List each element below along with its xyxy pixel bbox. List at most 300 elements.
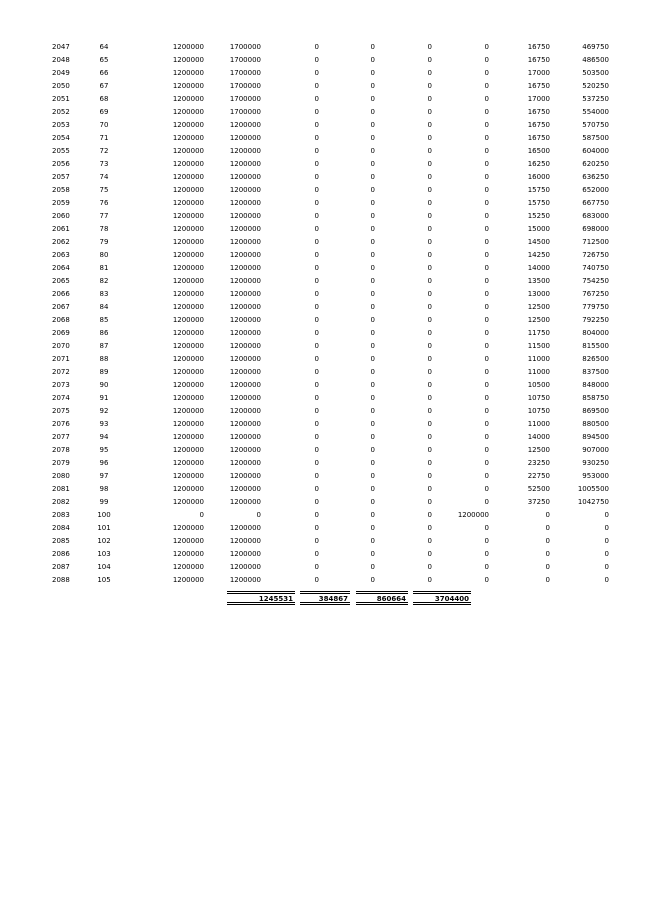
table-row	[52, 548, 609, 561]
table-cell: 0	[427, 420, 432, 428]
table-cell: 69	[99, 108, 109, 116]
table-cell: 16250	[527, 160, 550, 168]
table-cell: 12500	[527, 316, 550, 324]
table-cell: 0	[370, 407, 375, 415]
table-row	[52, 418, 609, 431]
table-cell: 100	[97, 511, 111, 519]
table-cell: 81	[99, 264, 109, 272]
table-cell: 0	[314, 342, 319, 350]
table-cell: 1700000	[229, 108, 261, 116]
table-cell: 0	[314, 225, 319, 233]
table-cell: 0	[484, 290, 489, 298]
table-row	[52, 522, 609, 535]
table-cell: 1200000	[172, 563, 204, 571]
table-cell: 0	[484, 173, 489, 181]
table-cell: 1200000	[172, 69, 204, 77]
table-cell: 0	[427, 56, 432, 64]
total-column-6	[300, 591, 350, 605]
table-cell: 894500	[582, 433, 609, 441]
table-cell: 70	[99, 121, 109, 129]
table-cell: 1200000	[172, 238, 204, 246]
table-cell: 0	[314, 134, 319, 142]
table-cell: 11750	[527, 329, 550, 337]
table-cell: 0	[427, 524, 432, 532]
table-row	[52, 93, 609, 106]
table-cell: 16500	[527, 147, 550, 155]
table-cell: 1200000	[172, 108, 204, 116]
table-row	[52, 470, 609, 483]
table-cell: 0	[427, 459, 432, 467]
table-cell: 88	[99, 355, 109, 363]
table-cell: 0	[314, 121, 319, 129]
table-cell: 486500	[582, 56, 609, 64]
table-cell: 1200000	[172, 316, 204, 324]
table-cell: 2085	[52, 537, 70, 545]
table-cell: 1200000	[172, 524, 204, 532]
table-row	[52, 444, 609, 457]
table-cell: 73	[99, 160, 109, 168]
table-cell: 0	[427, 186, 432, 194]
table-cell: 98	[99, 485, 109, 493]
table-row	[52, 574, 609, 587]
table-cell: 1200000	[229, 147, 261, 155]
table-cell: 0	[370, 472, 375, 480]
table-cell: 11000	[527, 420, 550, 428]
table-cell: 82	[99, 277, 109, 285]
table-cell: 2047	[52, 43, 70, 51]
table-cell: 0	[314, 95, 319, 103]
table-cell: 0	[484, 459, 489, 467]
table-cell: 0	[545, 576, 550, 584]
table-cell: 2060	[52, 212, 70, 220]
table-cell: 0	[314, 303, 319, 311]
table-cell: 2062	[52, 238, 70, 246]
double-rule-bottom	[300, 602, 350, 605]
table-cell: 1200000	[229, 277, 261, 285]
table-cell: 0	[427, 316, 432, 324]
table-cell: 2055	[52, 147, 70, 155]
table-row	[52, 119, 609, 132]
table-cell: 67	[99, 82, 109, 90]
table-cell: 0	[427, 485, 432, 493]
table-cell: 1200000	[457, 511, 489, 519]
double-rule-bottom	[356, 602, 408, 605]
table-row	[52, 288, 609, 301]
table-row	[52, 223, 609, 236]
table-cell: 65	[99, 56, 109, 64]
table-row	[52, 184, 609, 197]
table-cell: 880500	[582, 420, 609, 428]
table-cell: 80	[99, 251, 109, 259]
table-cell: 0	[427, 160, 432, 168]
table-cell: 1200000	[172, 134, 204, 142]
table-cell: 0	[370, 56, 375, 64]
table-cell: 91	[99, 394, 109, 402]
table-cell: 587500	[582, 134, 609, 142]
table-cell: 1200000	[172, 199, 204, 207]
table-cell: 1200000	[229, 290, 261, 298]
table-cell: 1200000	[172, 56, 204, 64]
table-cell: 869500	[582, 407, 609, 415]
table-cell: 2083	[52, 511, 70, 519]
table-cell: 0	[604, 550, 609, 558]
table-cell: 0	[314, 173, 319, 181]
table-cell: 0	[370, 511, 375, 519]
table-cell: 930250	[582, 459, 609, 467]
table-cell: 1200000	[229, 576, 261, 584]
table-cell: 0	[427, 121, 432, 129]
table-cell: 0	[370, 212, 375, 220]
table-cell: 0	[484, 43, 489, 51]
table-cell: 2053	[52, 121, 70, 129]
table-cell: 0	[314, 329, 319, 337]
table-cell: 10750	[527, 407, 550, 415]
table-cell: 0	[370, 446, 375, 454]
table-cell: 652000	[582, 186, 609, 194]
table-row	[52, 249, 609, 262]
table-cell: 37250	[527, 498, 550, 506]
table-cell: 1200000	[229, 329, 261, 337]
table-cell: 0	[545, 537, 550, 545]
table-cell: 17000	[527, 69, 550, 77]
table-cell: 0	[427, 82, 432, 90]
table-cell: 2074	[52, 394, 70, 402]
table-row	[52, 171, 609, 184]
table-cell: 2057	[52, 173, 70, 181]
table-cell: 0	[370, 108, 375, 116]
table-cell: 0	[484, 407, 489, 415]
table-row	[52, 301, 609, 314]
table-cell: 0	[314, 446, 319, 454]
table-cell: 1200000	[229, 212, 261, 220]
table-cell: 0	[314, 316, 319, 324]
table-cell: 0	[427, 225, 432, 233]
table-cell: 0	[314, 433, 319, 441]
table-cell: 1200000	[172, 160, 204, 168]
table-cell: 2076	[52, 420, 70, 428]
table-cell: 16750	[527, 121, 550, 129]
table-cell: 1200000	[172, 472, 204, 480]
table-cell: 1200000	[172, 355, 204, 363]
table-cell: 683000	[582, 212, 609, 220]
table-cell: 87	[99, 342, 109, 350]
table-cell: 0	[427, 511, 432, 519]
table-cell: 1042750	[577, 498, 609, 506]
table-cell: 68	[99, 95, 109, 103]
table-cell: 74	[99, 173, 109, 181]
table-cell: 0	[427, 199, 432, 207]
table-cell: 726750	[582, 251, 609, 259]
table-cell: 85	[99, 316, 109, 324]
table-cell: 1200000	[172, 277, 204, 285]
table-cell: 0	[545, 550, 550, 558]
table-cell: 0	[427, 394, 432, 402]
table-cell: 0	[427, 563, 432, 571]
table-cell: 2063	[52, 251, 70, 259]
table-cell: 86	[99, 329, 109, 337]
table-cell: 2069	[52, 329, 70, 337]
table-cell: 0	[484, 56, 489, 64]
table-cell: 1200000	[172, 290, 204, 298]
table-cell: 0	[427, 576, 432, 584]
table-cell: 75	[99, 186, 109, 194]
table-cell: 15750	[527, 199, 550, 207]
table-cell: 0	[484, 446, 489, 454]
table-cell: 0	[604, 576, 609, 584]
table-cell: 0	[370, 537, 375, 545]
table-cell: 2048	[52, 56, 70, 64]
table-cell: 0	[545, 511, 550, 519]
total-column-5	[227, 591, 295, 605]
table-cell: 0	[484, 251, 489, 259]
table-cell: 2073	[52, 381, 70, 389]
table-cell: 1200000	[172, 43, 204, 51]
table-cell: 520250	[582, 82, 609, 90]
table-cell: 0	[370, 485, 375, 493]
table-cell: 0	[484, 238, 489, 246]
table-cell: 0	[484, 368, 489, 376]
table-row	[52, 379, 609, 392]
table-cell: 0	[314, 186, 319, 194]
table-cell: 1200000	[229, 498, 261, 506]
table-cell: 0	[370, 69, 375, 77]
total-value: 3704400	[434, 595, 469, 603]
table-cell: 1200000	[229, 264, 261, 272]
table-cell: 2072	[52, 368, 70, 376]
table-cell: 1200000	[172, 173, 204, 181]
table-cell: 0	[314, 459, 319, 467]
table-cell: 0	[370, 290, 375, 298]
table-cell: 0	[370, 394, 375, 402]
table-cell: 1200000	[229, 186, 261, 194]
table-cell: 0	[314, 160, 319, 168]
table-cell: 2056	[52, 160, 70, 168]
table-cell: 0	[484, 329, 489, 337]
table-cell: 1200000	[229, 251, 261, 259]
table-cell: 0	[484, 342, 489, 350]
table-cell: 76	[99, 199, 109, 207]
table-cell: 1200000	[229, 342, 261, 350]
table-cell: 66	[99, 69, 109, 77]
table-cell: 0	[427, 69, 432, 77]
table-cell: 1700000	[229, 69, 261, 77]
table-cell: 11500	[527, 342, 550, 350]
table-row	[52, 353, 609, 366]
table-cell: 0	[314, 277, 319, 285]
table-cell: 0	[314, 407, 319, 415]
table-cell: 92	[99, 407, 109, 415]
table-cell: 1200000	[172, 537, 204, 545]
table-cell: 1200000	[172, 433, 204, 441]
table-cell: 0	[484, 394, 489, 402]
table-cell: 0	[484, 433, 489, 441]
table-row	[52, 509, 609, 522]
double-rule-bottom	[227, 602, 295, 605]
table-cell: 0	[314, 381, 319, 389]
table-cell: 0	[370, 186, 375, 194]
table-cell: 1200000	[172, 550, 204, 558]
table-cell: 71	[99, 134, 109, 142]
table-cell: 636250	[582, 173, 609, 181]
table-cell: 2071	[52, 355, 70, 363]
table-cell: 0	[604, 537, 609, 545]
table-cell: 1200000	[229, 121, 261, 129]
table-cell: 0	[314, 563, 319, 571]
table-cell: 1200000	[172, 446, 204, 454]
table-cell: 72	[99, 147, 109, 155]
table-cell: 0	[427, 43, 432, 51]
table-cell: 0	[484, 199, 489, 207]
table-cell: 0	[604, 524, 609, 532]
table-cell: 2068	[52, 316, 70, 324]
table-cell: 0	[427, 329, 432, 337]
table-cell: 2082	[52, 498, 70, 506]
table-cell: 0	[484, 537, 489, 545]
table-cell: 0	[314, 498, 319, 506]
table-row	[52, 496, 609, 509]
table-cell: 0	[370, 576, 375, 584]
table-row	[52, 405, 609, 418]
table-cell: 1200000	[172, 121, 204, 129]
table-cell: 2066	[52, 290, 70, 298]
table-cell: 2079	[52, 459, 70, 467]
table-cell: 2077	[52, 433, 70, 441]
table-cell: 0	[370, 524, 375, 532]
table-cell: 13500	[527, 277, 550, 285]
table-cell: 0	[427, 446, 432, 454]
table-cell: 0	[484, 95, 489, 103]
table-row	[52, 132, 609, 145]
table-cell: 0	[370, 433, 375, 441]
table-row	[52, 158, 609, 171]
table-cell: 0	[314, 251, 319, 259]
table-cell: 1700000	[229, 56, 261, 64]
table-cell: 0	[314, 199, 319, 207]
double-rule-bottom	[413, 602, 471, 605]
table-cell: 0	[314, 537, 319, 545]
table-cell: 792250	[582, 316, 609, 324]
table-cell: 0	[484, 277, 489, 285]
table-cell: 0	[427, 472, 432, 480]
table-cell: 0	[484, 121, 489, 129]
table-cell: 0	[484, 82, 489, 90]
table-cell: 0	[484, 576, 489, 584]
table-row	[52, 483, 609, 496]
table-cell: 14250	[527, 251, 550, 259]
table-row	[52, 314, 609, 327]
table-cell: 0	[314, 290, 319, 298]
table-cell: 0	[370, 43, 375, 51]
table-cell: 101	[97, 524, 111, 532]
table-cell: 17000	[527, 95, 550, 103]
table-cell: 0	[484, 212, 489, 220]
table-cell: 16750	[527, 56, 550, 64]
table-row	[52, 431, 609, 444]
table-cell: 0	[427, 537, 432, 545]
table-cell: 1200000	[229, 160, 261, 168]
table-cell: 0	[314, 43, 319, 51]
table-cell: 712500	[582, 238, 609, 246]
table-cell: 11000	[527, 355, 550, 363]
table-cell: 1200000	[229, 381, 261, 389]
table-cell: 0	[314, 108, 319, 116]
table-cell: 848000	[582, 381, 609, 389]
table-cell: 0	[427, 212, 432, 220]
table-cell: 0	[370, 381, 375, 389]
table-cell: 15250	[527, 212, 550, 220]
table-cell: 0	[314, 264, 319, 272]
table-row	[52, 535, 609, 548]
table-cell: 0	[484, 264, 489, 272]
table-cell: 1200000	[229, 459, 261, 467]
table-cell: 620250	[582, 160, 609, 168]
table-cell: 2081	[52, 485, 70, 493]
table-cell: 95	[99, 446, 109, 454]
table-cell: 0	[314, 511, 319, 519]
table-cell: 16750	[527, 43, 550, 51]
table-cell: 0	[604, 511, 609, 519]
table-cell: 0	[370, 121, 375, 129]
table-cell: 0	[484, 498, 489, 506]
table-cell: 1200000	[229, 472, 261, 480]
table-cell: 0	[484, 381, 489, 389]
table-cell: 0	[314, 550, 319, 558]
table-cell: 754250	[582, 277, 609, 285]
table-cell: 12500	[527, 446, 550, 454]
table-cell: 907000	[582, 446, 609, 454]
table-row	[52, 106, 609, 119]
table-cell: 0	[256, 511, 261, 519]
total-value: 860664	[376, 595, 406, 603]
table-cell: 804000	[582, 329, 609, 337]
table-cell: 0	[427, 407, 432, 415]
table-cell: 0	[427, 277, 432, 285]
table-cell: 1200000	[172, 420, 204, 428]
table-cell: 0	[484, 225, 489, 233]
table-cell: 0	[484, 316, 489, 324]
table-cell: 1200000	[172, 225, 204, 233]
table-row	[52, 457, 609, 470]
total-column-8	[413, 591, 471, 605]
table-row	[52, 67, 609, 80]
table-cell: 1200000	[172, 329, 204, 337]
table-cell: 0	[484, 186, 489, 194]
table-cell: 0	[604, 563, 609, 571]
table-cell: 10750	[527, 394, 550, 402]
table-cell: 1200000	[172, 212, 204, 220]
table-cell: 1200000	[172, 407, 204, 415]
table-cell: 1200000	[172, 186, 204, 194]
table-row	[52, 392, 609, 405]
table-cell: 2064	[52, 264, 70, 272]
table-cell: 2058	[52, 186, 70, 194]
table-cell: 0	[484, 485, 489, 493]
table-cell: 13000	[527, 290, 550, 298]
table-cell: 0	[484, 563, 489, 571]
table-cell: 0	[370, 173, 375, 181]
table-cell: 0	[484, 147, 489, 155]
table-cell: 0	[370, 264, 375, 272]
table-cell: 0	[314, 394, 319, 402]
table-cell: 0	[370, 82, 375, 90]
table-cell: 78	[99, 225, 109, 233]
table-cell: 15750	[527, 186, 550, 194]
table-cell: 2084	[52, 524, 70, 532]
table-cell: 52500	[527, 485, 550, 493]
table-cell: 0	[370, 238, 375, 246]
table-row	[52, 197, 609, 210]
table-row	[52, 80, 609, 93]
